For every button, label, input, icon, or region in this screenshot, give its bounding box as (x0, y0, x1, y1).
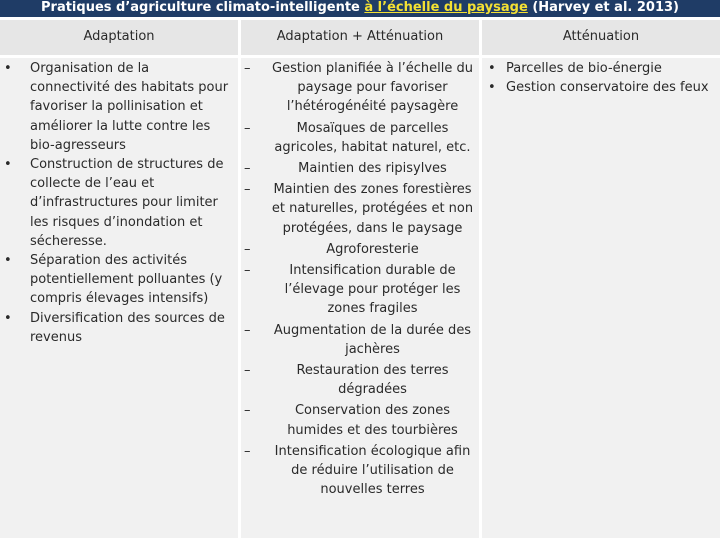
list-item-text: Diversification des sources de revenus (30, 310, 225, 345)
list-item (244, 180, 475, 238)
bullet-icon: • (4, 157, 12, 173)
dash-marker: – (244, 322, 251, 338)
list-item-text: Parcelles de bio-énergie (506, 61, 662, 76)
title-text: Pratiques d’agriculture climato-intelligente (41, 0, 365, 15)
adaptation-list (4, 59, 232, 347)
dash-marker: – (244, 61, 251, 76)
list-item-text: Maintien des zones forestières et naturelles, protégées et non protégées, dans le paysage (271, 182, 474, 236)
list-item (244, 240, 475, 259)
bullet-icon: • (488, 61, 496, 76)
dash-marker: – (244, 161, 251, 177)
dash-marker: – (244, 241, 251, 257)
header-adaptation-attenuation: Adaptation + Atténuation (241, 20, 479, 55)
bullet-icon: • (488, 80, 496, 96)
attenuation-cell (482, 58, 720, 538)
list-item (488, 59, 718, 78)
adaptation-attenuation-cell (241, 58, 479, 538)
bullet-icon: • (4, 310, 12, 326)
list-item-text: Agroforesterie (326, 241, 419, 257)
list-item (244, 321, 475, 359)
attenuation-list (488, 59, 718, 97)
list-item-text: Gestion planifiée à l’échelle du paysage pour favoriser l’hétérogénéité paysagère (272, 61, 473, 115)
dash-marker: – (244, 403, 251, 419)
list-item (244, 159, 475, 178)
list-item (244, 119, 475, 157)
dash-marker: – (244, 443, 251, 459)
dash-marker: – (244, 182, 251, 198)
list-item (244, 361, 475, 399)
adaptation-cell (0, 58, 238, 538)
dash-marker: – (244, 263, 251, 279)
bullet-icon: • (4, 61, 12, 76)
list-item-text: Restauration des terres dégradées (296, 363, 449, 398)
list-item (4, 251, 232, 309)
list-item-text: Gestion conservatoire des feux (506, 80, 709, 96)
list-item (4, 59, 232, 155)
table-body-row (0, 58, 720, 538)
list-item-text: Conservation des zones humides et des tourbières (287, 403, 458, 438)
header-attenuation: Atténuation (482, 20, 720, 55)
title-highlight: à l’échelle du paysage (364, 0, 528, 15)
list-item-text: Séparation des activités potentiellement polluantes (y compris élevages intensifs) (30, 253, 223, 307)
table-header-row (0, 20, 720, 55)
list-item-text: Maintien des ripisylves (298, 161, 447, 177)
list-item (488, 78, 718, 97)
list-item-text: Intensification écologique afin de réduire l’utilisation de nouvelles terres (274, 443, 471, 498)
list-item (244, 442, 475, 500)
list-item-text: Augmentation de la durée des jachères (273, 322, 472, 357)
list-item (244, 401, 475, 439)
dash-marker: – (244, 363, 251, 379)
adaptation-attenuation-list (244, 59, 475, 499)
dash-marker: – (244, 120, 251, 136)
slide-title (0, 0, 720, 17)
title-citation: (Harvey et al. 2013) (527, 0, 679, 15)
list-item-text: Organisation de la connectivité des habitats pour favoriser la pollinisation et améliorer la lutte contre les bio-agresseurs (30, 61, 229, 153)
list-item (244, 59, 475, 117)
list-item (4, 309, 232, 347)
bullet-icon: • (4, 253, 12, 269)
list-item (4, 155, 232, 251)
list-item-text: Construction de structures de collecte de l’eau et d’infrastructures pour limiter les risques d’inondation et sécheresse. (30, 157, 224, 249)
list-item-text: Intensification durable de l’élevage pour protéger les zones fragiles (284, 263, 461, 317)
list-item-text: Mosaïques de parcelles agricoles, habitat naturel, etc. (274, 120, 471, 155)
header-adaptation: Adaptation (0, 20, 238, 55)
list-item (244, 261, 475, 319)
